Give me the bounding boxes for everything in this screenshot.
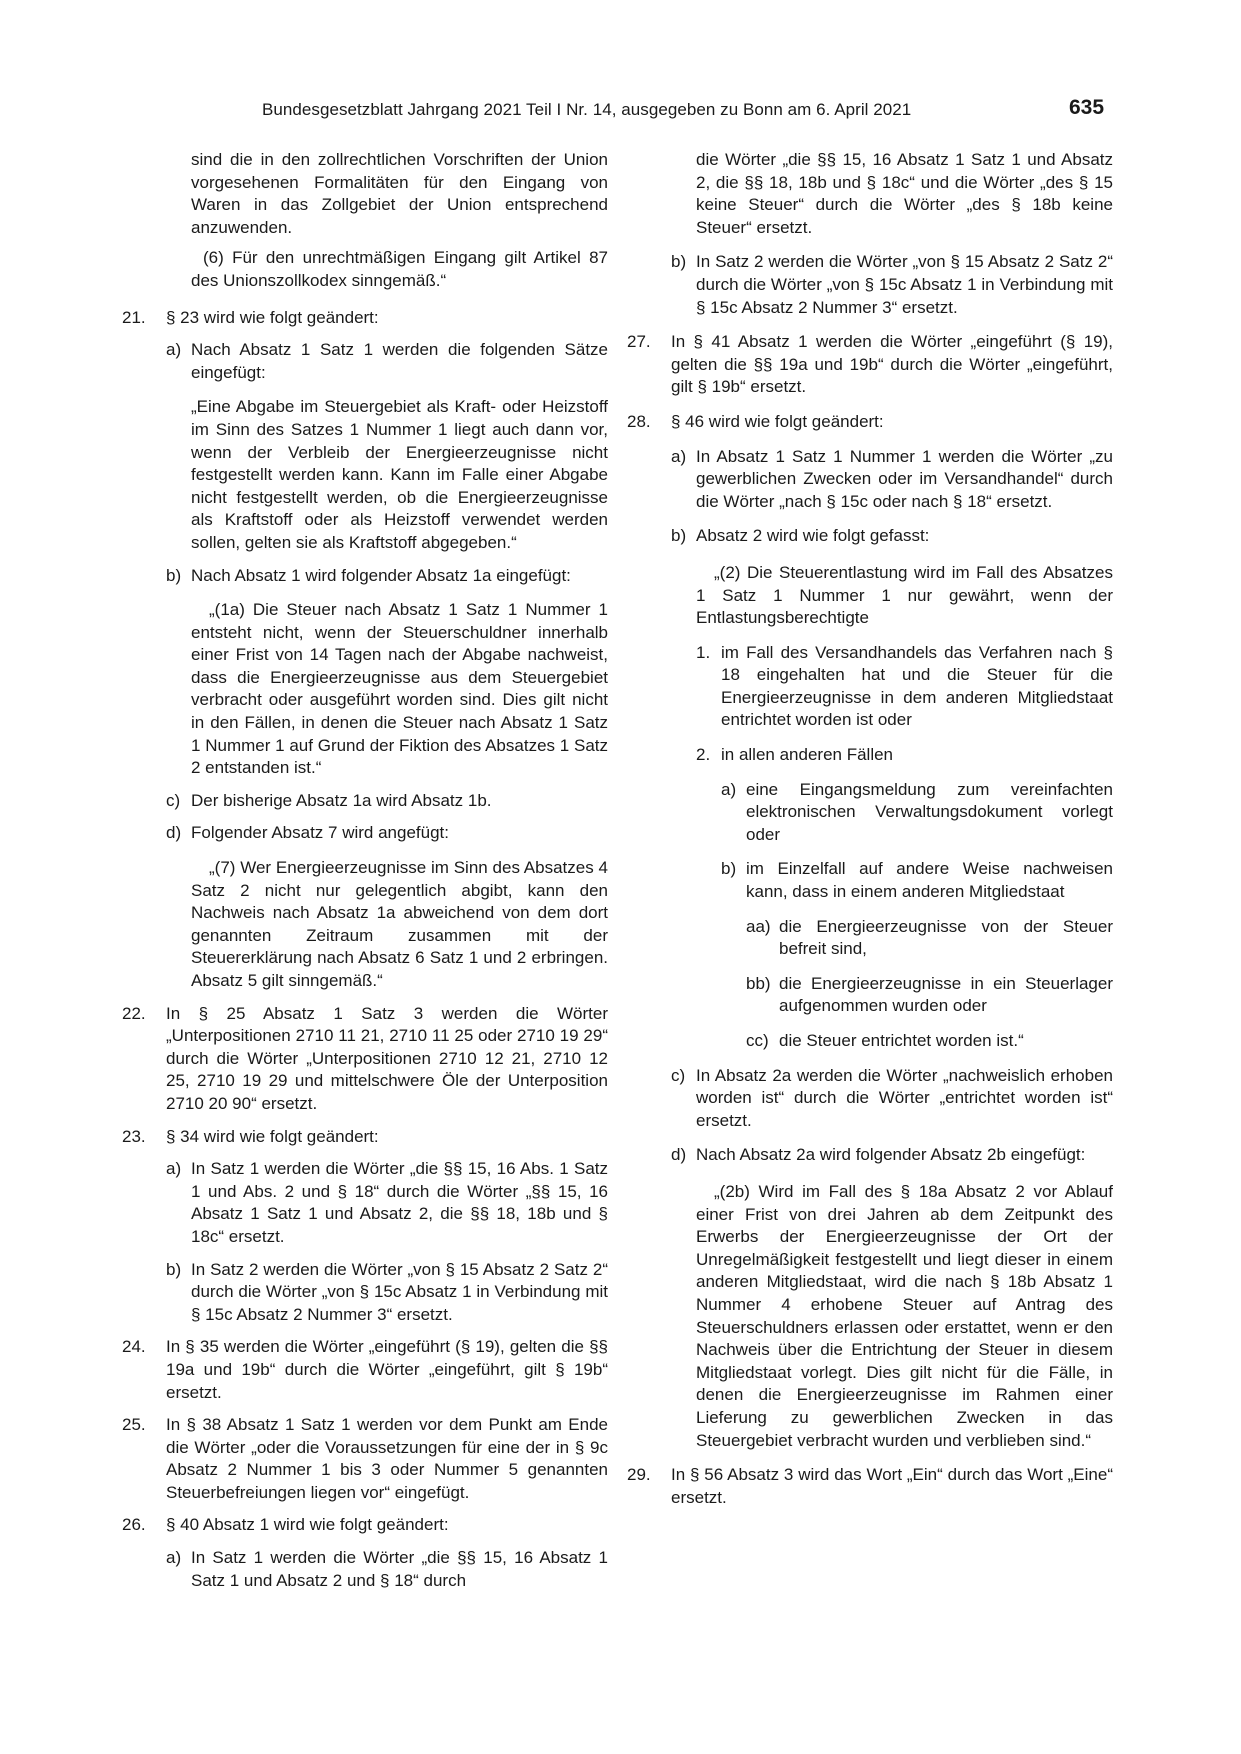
sub-lettered-text: die Energieerzeugnisse in ein Steuerlager aufgenommen wurden oder (779, 973, 1113, 1016)
lettered-label: a) (721, 779, 737, 799)
lettered-text: eine Eingangsmeldung zum vereinfachten elektronischen Verwaltungsdokument vorlegt oder (746, 779, 1113, 844)
sub-item-21a (122, 339, 608, 384)
item-number: 29. (627, 1465, 651, 1485)
quote-21d: „(7) Wer Energieerzeugnisse im Sinn des Absatzes 4 Satz 2 nicht nur gelegentlich abgibt, kann den Nachweis nach Absatz 1a abweichend von dem dort genannten Zeitraum zusammen mit der Steuererklärung nach Absatz 6 Satz 1 und 2 erbringen. Absatz 5 gilt sinngemäß.“ (191, 858, 608, 990)
sub-lettered-item-cc (627, 1030, 1113, 1053)
item-number: 25. (122, 1415, 146, 1435)
numbered-text: im Fall des Versandhandels das Verfahren nach § 18 eingehalten hat und die Steuer für die Energieerzeugnisse in dem anderen Mitgliedstaat entrichtet worden ist oder (721, 642, 1113, 730)
item-text: § 34 wird wie folgt geändert: (166, 1126, 379, 1146)
sub-lettered-label: bb) (746, 973, 771, 993)
continued-text: die Wörter „die §§ 15, 16 Absatz 1 Satz 1 und Absatz 2, die §§ 18, 18b und § 18c“ und die Wörter „des § 15 keine Steuer“ durch die Wörter „des § 18b keine Steuer“ ersetzt. (696, 150, 1113, 237)
lettered-text: im Einzelfall auf andere Weise nachweisen kann, dass in einem anderen Mitgliedstaat (746, 859, 1113, 902)
sub-lettered-item-bb (627, 973, 1113, 1018)
sub-item-text: In Satz 2 werden die Wörter „von § 15 Absatz 2 Satz 2“ durch die Wörter „von § 15c Absatz 1 in Verbindung mit § 15c Absatz 2 Nummer 3“ ersetzt. (191, 1259, 608, 1324)
sub-item-label: b) (166, 565, 182, 585)
running-header (0, 96, 1241, 124)
list-item-23 (122, 1126, 608, 1149)
list-item-28 (627, 411, 1113, 434)
sub-item-label: d) (671, 1145, 687, 1165)
left-column (122, 149, 608, 1592)
quote-21a: „Eine Abgabe im Steuergebiet als Kraft- oder Heizstoff im Sinn des Satzes 1 Nummer 1 liegt auch dann vor, wenn der Verbleib der Energieerzeugnisse nicht festgestellt werden kann. Kann im Falle einer Abgabe nicht festgestellt werden, ob die Energieerzeugnisse als Kraftstoff oder als Heizstoff verwendet werden sollen, gelten sie als Kraftstoff abgegeben.“ (191, 397, 608, 552)
list-item-29 (627, 1464, 1113, 1509)
sub-item-text: Folgender Absatz 7 wird angefügt: (191, 823, 449, 843)
list-item-26 (122, 1514, 608, 1537)
quote-28b: „(2) Die Steuerentlastung wird im Fall des Absatzes 1 Satz 1 Nummer 1 nur gewährt, wenn der Entlastungsberechtigte (696, 562, 1113, 628)
running-title: Bundesgesetzblatt Jahrgang 2021 Teil I Nr. 14, ausgegeben zu Bonn am 6. April 2021 (262, 100, 912, 119)
sub-item-text: In Absatz 1 Satz 1 Nummer 1 werden die Wörter „zu gewerblichen Zwecken oder im Versandhandel“ durch die Wörter „nach § 15c oder nach § 18“ ersetzt. (696, 446, 1113, 511)
list-item-21 (122, 307, 608, 330)
item-text: In § 38 Absatz 1 Satz 1 werden vor dem Punkt am Ende die Wörter „oder die Voraussetzungen für eine der in § 9c Absatz 2 Nummer 1 bis 3 oder Nummer 5 genannten Steuerbefreiungen liegen vor“ eingefügt. (166, 1415, 608, 1502)
list-item-25 (122, 1414, 608, 1504)
item-number: 22. (122, 1003, 146, 1023)
sub-item-text: Der bisherige Absatz 1a wird Absatz 1b. (191, 790, 492, 810)
sub-item-label: a) (166, 340, 182, 360)
sub-item-label: b) (671, 526, 687, 546)
item-text: § 40 Absatz 1 wird wie folgt geändert: (166, 1515, 449, 1535)
quote-28d: „(2b) Wird im Fall des § 18a Absatz 2 vor Ablauf einer Frist von drei Jahren ab dem Zeitpunkt des Erwerbs der Energieerzeugnisse der Ort der Unregelmäßigkeit festgestellt und liegt dieser in einem anderen Mitgliedstaat, wird die nach § 18b Absatz 1 Nummer 4 erhobene Steuer auf Antrag des Steuerschuldners erlassen oder erstattet, wenn er den Nachweis über die Entrichtung der Steuer in diesem Mitgliedstaat vorlegt. Dies gilt nicht für die Fälle, in denen die Energieerzeugnisse im Rahmen einer Lieferung zu gewerblichen Zwecken in das Steuergebiet verbracht wurden und verblieben sind.“ (696, 1181, 1113, 1450)
numbered-item-1 (627, 642, 1113, 732)
item-text: In § 41 Absatz 1 werden die Wörter „eingeführt (§ 19), gelten die §§ 19a und 19b“ durch die Wörter „eingeführt, gilt § 19b“ ersetzt. (671, 332, 1113, 397)
list-item-27 (627, 331, 1113, 399)
item-number: 21. (122, 307, 146, 327)
sub-lettered-text: die Energieerzeugnisse von der Steuer befreit sind, (779, 916, 1113, 959)
numbered-item-2 (627, 744, 1113, 767)
item-number: 26. (122, 1515, 146, 1535)
item-text: In § 56 Absatz 3 wird das Wort „Ein“ durch das Wort „Eine“ ersetzt. (671, 1465, 1113, 1507)
sub-item-23a (122, 1158, 608, 1248)
lettered-item-a (627, 779, 1113, 847)
lettered-label: b) (721, 859, 737, 879)
sub-item-text: In Satz 1 werden die Wörter „die §§ 15, 16 Abs. 1 Satz 1 und Abs. 2 und § 18“ durch die Wörter „§§ 15, 16 Absatz 1 Satz 1 und Absatz 2, die §§ 18, 18b und § 18c“ ersetzt. (191, 1159, 608, 1246)
item-text: § 23 wird wie folgt geändert: (166, 307, 379, 327)
item-number: 28. (627, 411, 651, 431)
sub-item-text: Nach Absatz 1 wird folgender Absatz 1a eingefügt: (191, 565, 571, 585)
item-text: In § 25 Absatz 1 Satz 3 werden die Wörter „Unterpositionen 2710 11 21, 2710 11 25 oder 2710 19 29“ durch die Wörter „Unterpositionen 2710 12 21, 2710 12 25, 2710 19 29 und mittelschwere Öle der Unterposition 2710 20 90“ ersetzt. (166, 1003, 608, 1113)
sub-item-text: Absatz 2 wird wie folgt gefasst: (696, 526, 930, 546)
sub-item-26b (627, 251, 1113, 319)
numbered-label: 2. (696, 745, 711, 765)
sub-item-text: In Satz 2 werden die Wörter „von § 15 Absatz 2 Satz 2“ durch die Wörter „von § 15c Absatz 1 in Verbindung mit § 15c Absatz 2 Nummer 3“ ersetzt. (696, 252, 1113, 317)
item-text: § 46 wird wie folgt geändert: (671, 411, 884, 431)
quote-21b: „(1a) Die Steuer nach Absatz 1 Satz 1 Nummer 1 entsteht nicht, wenn der Steuerschuldner innerhalb einer Frist von 14 Tagen nach der Abgabe nachweist, dass die Energieerzeugnisse aus dem Steuergebiet verbracht oder ausgeführt worden sind. Dies gilt nicht in den Fällen, in denen die Steuer nach Absatz 1 Satz 1 Nummer 1 auf Grund der Fiktion des Absatzes 1 Satz 2 entstanden ist.“ (191, 600, 608, 778)
item-text: In § 35 werden die Wörter „eingeführt (§ 19), gelten die §§ 19a und 19b“ durch die Wörter „eingeführt, gilt § 19b“ ersetzt. (166, 1337, 608, 1402)
sub-item-21b (122, 565, 608, 588)
sub-item-label: b) (671, 252, 687, 272)
list-item-24 (122, 1336, 608, 1404)
sub-item-label: c) (671, 1065, 686, 1085)
item-number: 23. (122, 1126, 146, 1146)
sub-item-28c (627, 1065, 1113, 1133)
sub-lettered-label: aa) (746, 916, 771, 936)
numbered-text: in allen anderen Fällen (721, 745, 894, 765)
sub-item-text: Nach Absatz 2a wird folgender Absatz 2b eingefügt: (696, 1145, 1086, 1165)
paragraph-6: (6) Für den unrechtmäßigen Eingang gilt Artikel 87 des Unionszollkodex sinngemäß.“ (191, 248, 608, 290)
sub-item-label: a) (166, 1159, 182, 1179)
sub-lettered-text: die Steuer entrichtet worden ist.“ (779, 1031, 1024, 1050)
sub-item-label: a) (166, 1548, 182, 1568)
sub-item-26a (122, 1547, 608, 1592)
continued-text: sind die in den zollrechtlichen Vorschriften der Union vorgesehenen Formalitäten für den Eingang von Waren in das Zollgebiet der Union entsprechend anzuwenden. (191, 150, 608, 237)
sub-item-23b (122, 1259, 608, 1327)
item-number: 27. (627, 332, 651, 352)
item-number: 24. (122, 1337, 146, 1357)
sub-item-label: b) (166, 1259, 182, 1279)
sub-item-28d (627, 1144, 1113, 1167)
sub-item-label: a) (671, 446, 687, 466)
sub-item-21c (122, 790, 608, 813)
sub-item-text: Nach Absatz 1 Satz 1 werden die folgenden Sätze eingefügt: (191, 340, 608, 382)
sub-item-text: In Absatz 2a werden die Wörter „nachweislich erhoben worden ist“ durch die Wörter „entrichtet worden ist“ ersetzt. (696, 1065, 1113, 1130)
sub-item-28b (627, 525, 1113, 548)
right-column (627, 149, 1113, 1509)
lettered-item-b (627, 858, 1113, 903)
page-number: 635 (1069, 96, 1105, 119)
sub-lettered-label: cc) (746, 1031, 769, 1050)
list-item-22 (122, 1003, 608, 1116)
sub-item-label: c) (166, 790, 181, 810)
sub-lettered-item-aa (627, 916, 1113, 961)
sub-item-text: In Satz 1 werden die Wörter „die §§ 15, 16 Absatz 1 Satz 1 und Absatz 2 und § 18“ durch (191, 1548, 608, 1590)
sub-item-28a (627, 446, 1113, 514)
sub-item-label: d) (166, 823, 182, 843)
numbered-label: 1. (696, 642, 711, 662)
sub-item-21d (122, 822, 608, 845)
